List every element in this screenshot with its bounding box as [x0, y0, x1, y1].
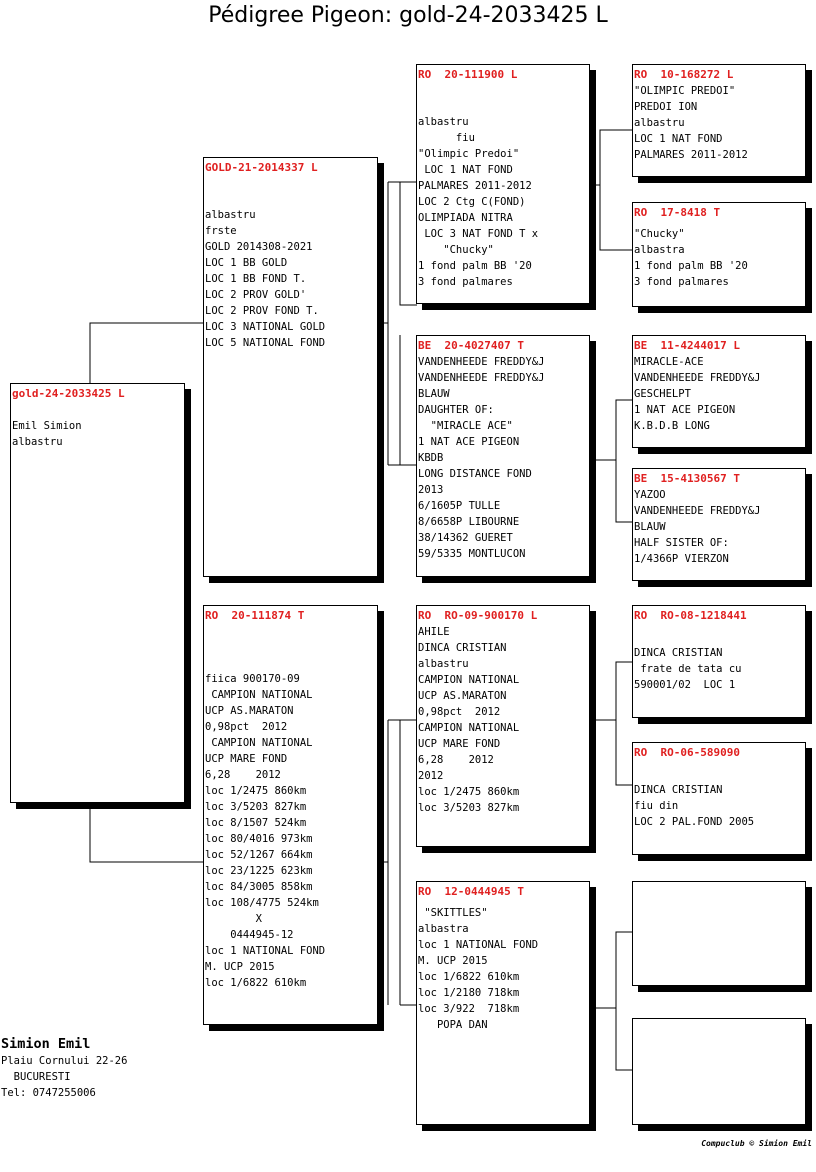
sdd-line: 1/4366P VIERZON	[634, 553, 729, 565]
sss-line: PALMARES 2011-2012	[634, 149, 748, 161]
dam-dam-ring-number: RO 12-0444945 T	[418, 885, 524, 898]
sire-dam-ring-number: BE 20-4027407 T	[418, 339, 524, 352]
sds-box	[632, 335, 806, 448]
dam-line: UCP AS.MARATON	[205, 705, 294, 717]
dam-sire-line: loc 3/5203 827km	[418, 802, 520, 814]
sire-line: LOC 5 NATIONAL FOND	[205, 337, 326, 349]
dam-sire-line: CAMPION NATIONAL	[418, 674, 520, 686]
dsd-line: DINCA CRISTIAN	[634, 784, 723, 796]
ssd-ring-number: RO 17-8418 T	[634, 206, 721, 219]
subject-color: albastru	[12, 436, 63, 448]
ssd-line: 3 fond palmares	[634, 276, 729, 288]
dam-dam-line: M. UCP 2015	[418, 955, 488, 967]
sds-line: GESCHELPT	[634, 388, 691, 400]
dam-line: CAMPION NATIONAL	[205, 689, 313, 701]
dam-dam-line: loc 1 NATIONAL FOND	[418, 939, 539, 951]
sire-dam-line: 8/6658P LIBOURNE	[418, 516, 520, 528]
dam-line: loc 1/6822 610km	[205, 977, 307, 989]
sire-dam-line: LONG DISTANCE FOND	[418, 468, 532, 480]
sire-line: frste	[205, 225, 237, 237]
dam-sire-line: albastru	[418, 658, 469, 670]
sire-sire-line: albastru	[418, 116, 469, 128]
sire-sire-box	[416, 64, 590, 304]
dam-sire-line: 0,98pct 2012	[418, 706, 501, 718]
dam-line: UCP MARE FOND	[205, 753, 288, 765]
dam-sire-line: 6,28 2012	[418, 754, 494, 766]
dam-line: loc 80/4016 973km	[205, 833, 313, 845]
sds-line: K.B.D.B LONG	[634, 420, 710, 432]
subject-owner: Emil Simion	[12, 420, 82, 432]
sire-dam-line: 6/1605P TULLE	[418, 500, 501, 512]
dss-line: 590001/02 LOC 1	[634, 679, 736, 691]
dam-dam-line: loc 1/2180 718km	[418, 987, 520, 999]
sire-dam-line: KBDB	[418, 452, 444, 464]
dsd-ring-number: RO RO-06-589090	[634, 746, 740, 759]
owner-phone: Tel: 0747255006	[1, 1087, 96, 1099]
sire-sire-line: OLIMPIADA NITRA	[418, 212, 513, 224]
sire-dam-line: BLAUW	[418, 388, 450, 400]
sdd-ring-number: BE 15-4130567 T	[634, 472, 740, 485]
dam-sire-line: CAMPION NATIONAL	[418, 722, 520, 734]
dam-line: loc 23/1225 623km	[205, 865, 313, 877]
dam-line: M. UCP 2015	[205, 961, 275, 973]
dam-dam-line: loc 1/6822 610km	[418, 971, 520, 983]
ddd-empty-box	[632, 1018, 806, 1125]
dss-line: DINCA CRISTIAN	[634, 647, 723, 659]
sire-line: LOC 1 BB FOND T.	[205, 273, 307, 285]
sire-dam-line: 1 NAT ACE PIGEON	[418, 436, 520, 448]
sire-ring-number: GOLD-21-2014337 L	[205, 161, 318, 174]
sire-line: LOC 1 BB GOLD	[205, 257, 288, 269]
sire-sire-line: PALMARES 2011-2012	[418, 180, 532, 192]
owner-name: Simion Emil	[1, 1036, 91, 1052]
ssd-line: 1 fond palm BB '20	[634, 260, 748, 272]
sire-dam-line: DAUGHTER OF:	[418, 404, 494, 416]
sire-sire-line: LOC 3 NAT FOND T x	[418, 228, 539, 240]
ssd-box	[632, 202, 806, 307]
sire-sire-line: "Olimpic Predoi"	[418, 148, 520, 160]
dam-sire-line: DINCA CRISTIAN	[418, 642, 507, 654]
sire-sire-line: LOC 2 Ctg C(FOND)	[418, 196, 526, 208]
owner-info	[1, 1035, 127, 1101]
dss-line: frate de tata cu	[634, 663, 742, 675]
sdd-box	[632, 468, 806, 581]
sire-line: LOC 2 PROV GOLD'	[205, 289, 307, 301]
dam-dam-line: "SKITTLES"	[418, 907, 488, 919]
sire-dam-line: 59/5335 MONTLUCON	[418, 548, 526, 560]
owner-city: BUCURESTI	[1, 1071, 71, 1083]
dam-dam-line: loc 3/922 718km	[418, 1003, 520, 1015]
sire-sire-ring-number: RO 20-111900 L	[418, 68, 518, 81]
dam-sire-line: 2012	[418, 770, 444, 782]
dam-line: loc 8/1507 524km	[205, 817, 307, 829]
dam-ring-number: RO 20-111874 T	[205, 609, 305, 622]
dam-line: loc 108/4775 524km	[205, 897, 319, 909]
sire-dam-line: "MIRACLE ACE"	[418, 420, 513, 432]
dam-sire-line: loc 1/2475 860km	[418, 786, 520, 798]
sire-dam-line: 2013	[418, 484, 444, 496]
sire-dam-line: 38/14362 GUERET	[418, 532, 513, 544]
sdd-line: HALF SISTER OF:	[634, 537, 729, 549]
dam-line: loc 52/1267 664km	[205, 849, 313, 861]
dam-sire-line: AHILE	[418, 626, 450, 638]
sire-dam-line: VANDENHEEDE FREDDY&J	[418, 372, 545, 384]
dam-line: 0444945-12	[205, 929, 294, 941]
dss-box	[632, 605, 806, 718]
dam-dam-line: POPA DAN	[418, 1019, 488, 1031]
ssd-line: albastra	[634, 244, 685, 256]
sds-line: 1 NAT ACE PIGEON	[634, 404, 736, 416]
dss-ring-number: RO RO-08-1218441	[634, 609, 747, 622]
sire-sire-line: 1 fond palm BB '20	[418, 260, 532, 272]
dsd-box	[632, 742, 806, 855]
subject-ring-number: gold-24-2033425 L	[12, 387, 125, 400]
dam-line: 0,98pct 2012	[205, 721, 288, 733]
sire-sire-line: 3 fond palmares	[418, 276, 513, 288]
dam-dam-line: albastra	[418, 923, 469, 935]
dam-line: fiica 900170-09	[205, 673, 300, 685]
sss-ring-number: RO 10-168272 L	[634, 68, 734, 81]
sds-ring-number: BE 11-4244017 L	[634, 339, 740, 352]
dam-line: loc 1 NATIONAL FOND	[205, 945, 326, 957]
ssd-line: "Chucky"	[634, 228, 685, 240]
dam-line: CAMPION NATIONAL	[205, 737, 313, 749]
sss-line: albastru	[634, 117, 685, 129]
sire-sire-line: "Chucky"	[418, 244, 494, 256]
sds-line: MIRACLE-ACE	[634, 356, 704, 368]
subject-box	[10, 383, 185, 803]
dam-dam-box	[416, 881, 590, 1125]
sds-line: VANDENHEEDE FREDDY&J	[634, 372, 761, 384]
sss-line: LOC 1 NAT FOND	[634, 133, 723, 145]
sdd-line: BLAUW	[634, 521, 666, 533]
sire-dam-box	[416, 335, 590, 577]
owner-address: Plaiu Cornului 22-26	[1, 1055, 128, 1067]
page-title: Pédigree Pigeon: gold-24-2033425 L	[208, 3, 608, 28]
dam-sire-ring-number: RO RO-09-900170 L	[418, 609, 538, 622]
sdd-line: YAZOO	[634, 489, 666, 501]
sire-line: albastru	[205, 209, 256, 221]
sss-box	[632, 64, 806, 177]
dam-sire-box	[416, 605, 590, 847]
sire-line: LOC 3 NATIONAL GOLD	[205, 321, 326, 333]
dds-empty-box	[632, 881, 806, 986]
dam-line: X	[205, 913, 262, 925]
sdd-line: VANDENHEEDE FREDDY&J	[634, 505, 761, 517]
sire-line: GOLD 2014308-2021	[205, 241, 313, 253]
dam-sire-line: UCP MARE FOND	[418, 738, 501, 750]
sire-box	[203, 157, 378, 577]
sire-line: LOC 2 PROV FOND T.	[205, 305, 319, 317]
dsd-line: LOC 2 PAL.FOND 2005	[634, 816, 755, 828]
sire-sire-line: LOC 1 NAT FOND	[418, 164, 513, 176]
dam-line: loc 1/2475 860km	[205, 785, 307, 797]
dam-sire-line: UCP AS.MARATON	[418, 690, 507, 702]
dsd-line: fiu din	[634, 800, 679, 812]
sss-line: PREDOI ION	[634, 101, 698, 113]
sire-dam-line: VANDENHEEDE FREDDY&J	[418, 356, 545, 368]
sss-line: "OLIMPIC PREDOI"	[634, 85, 736, 97]
footer-credit: Compuclub © Simion Emil	[701, 1139, 812, 1148]
dam-line: loc 3/5203 827km	[205, 801, 307, 813]
dam-box	[203, 605, 378, 1025]
dam-line: loc 84/3005 858km	[205, 881, 313, 893]
dam-line: 6,28 2012	[205, 769, 281, 781]
sire-sire-line: fiu	[418, 132, 475, 144]
